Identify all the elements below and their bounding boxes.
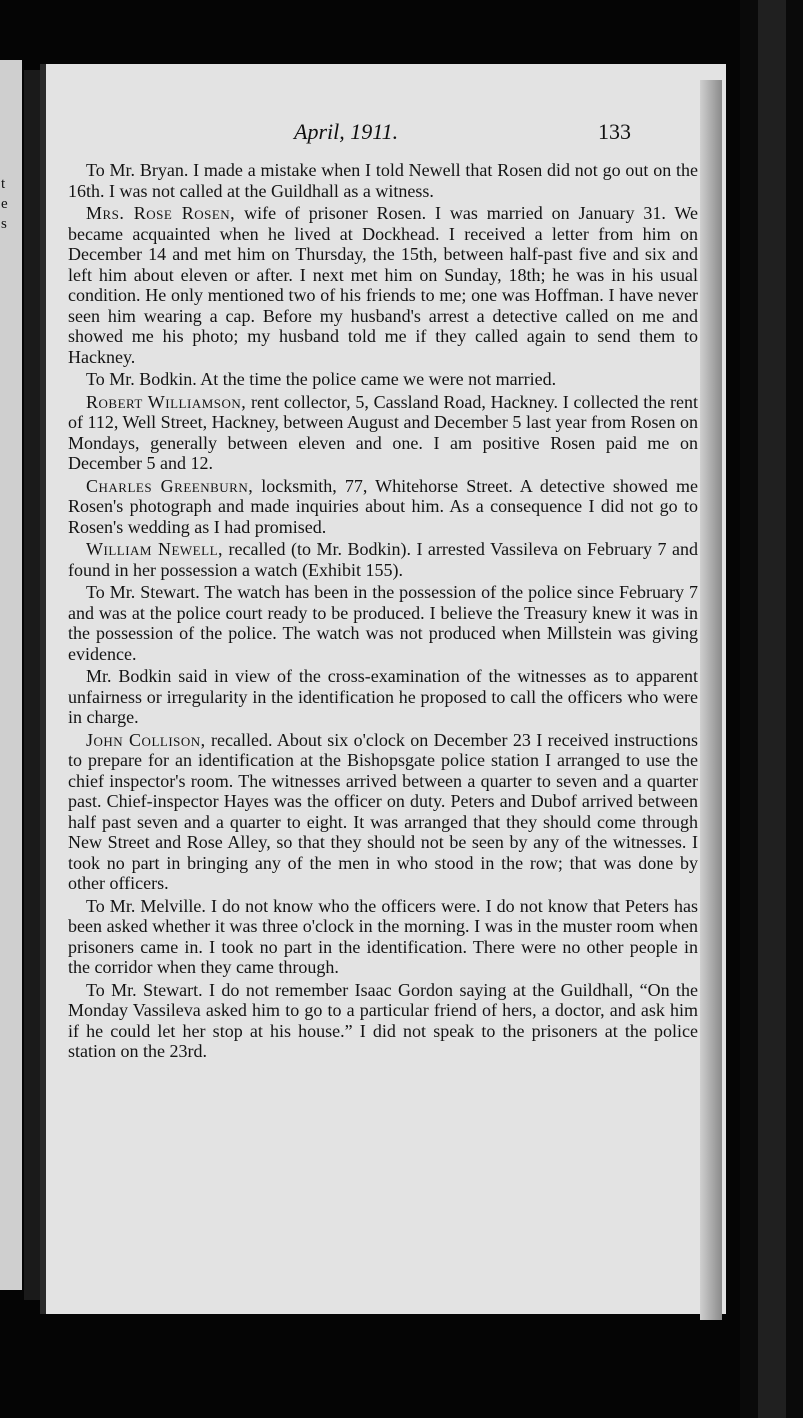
margin-char: e [1, 196, 8, 212]
running-head: April, 1911. [294, 119, 399, 144]
paragraph: John Collison, recalled. About six o'clock on December 23 I received instructions to prepare for an identification at the Bishopsgate police station I arranged to use the chief inspector's room. The witnesses arrived between a quarter to seven and a quarter past. Chief-inspector Hayes was the officer on duty. Peters and Dubof arrived between half past seven and a quarter to eight. It was arranged that they should come through New Street and Rose Alley, so that they should not be seen by any of the witnesses. I took no part in bringing any of the men in who stood in the row; that was done by other officers. [68, 729, 698, 893]
margin-char: t [1, 176, 6, 192]
paragraph: To Mr. Bodkin. At the time the police came we were not married. [86, 369, 557, 389]
witness-name: John Collison, [86, 729, 206, 750]
right-dark-edge [740, 0, 803, 1418]
witness-name: Mrs. Rose Rosen, [86, 203, 236, 223]
paragraph: To Mr. Melville. I do not know who the officers were. I do not know that Peters has been asked whether it was three o'clock in the morning. I was in the muster room when prisoners came in. I took no part in the identification. There were no other people in the corridor when they came through. [68, 895, 698, 977]
page-body [68, 160, 698, 1064]
witness-name: Robert Williamson, [86, 391, 247, 412]
paragraph: Mr. Bodkin said in view of the cross-examination of the witnesses as to apparent unfairness or irregularity in the identification he proposed to call the officers who were in charge. [68, 666, 698, 727]
page-header [46, 119, 732, 149]
paragraph: To Mr. Stewart. The watch has been in the possession of the police since February 7 and was at the police court ready to be produced. I believe the Treasury knew it was in the possession of the police. The watch was not produced when Millstein was giving evidence. [68, 582, 698, 664]
margin-char: s [1, 216, 7, 232]
page-number: 133 [598, 119, 631, 144]
paragraph: To Mr. Bryan. I made a mistake when I told Newell that Rosen did not go out on the 16th. I was not called at the Guildhall as a witness. [68, 160, 698, 201]
paragraph: Charles Greenburn, locksmith, 77, Whitehorse Street. A detective showed me Rosen's photograph and made inquiries about him. As a consequence I did not go to Rosen's wedding as I had promised. [68, 475, 698, 537]
page-edge-shadow [700, 80, 722, 1320]
book-page [40, 64, 726, 1314]
paragraph: William Newell, recalled (to Mr. Bodkin). I arrested Vassileva on February 7 and found in her possession a watch (Exhibit 155). [68, 539, 698, 580]
witness-name: William Newell, [86, 539, 224, 559]
paragraph: To Mr. Stewart. I do not remember Isaac Gordon saying at the Guildhall, “On the Monday Vassileva asked him to go to a particular friend of hers, a doctor, and ask him if he could let her stop at his house.” I did not speak to the prisoners at the police station on the 23rd. [68, 979, 698, 1061]
witness-name: Charles Greenburn, [86, 475, 254, 496]
left-facing-page [0, 60, 22, 1290]
paragraph: Mrs. Rose Rosen, wife of prisoner Rosen. I was married on January 31. We became acquainted when he lived at Dockhead. I received a letter from him on December 14 and met him on Thursday, the 15th, between half-past five and six and left him about eleven or after. I next met him on Sunday, 18th; he was in his usual condition. He only mentioned two of his friends to me; one was Hoffman. I have never seen him wearing a cap. Before my husband's arrest a detective called on me and showed me his photo; my husband told me if they called again to send them to Hackney. [68, 203, 698, 367]
right-edge-bar [758, 0, 786, 1418]
paragraph: Robert Williamson, rent collector, 5, Cassland Road, Hackney. I collected the rent of 112, Well Street, Hackney, between August and December 5 last year from Rosen on Mondays, generally between eleven and one. I am positive Rosen paid me on December 5 and 12. [68, 391, 698, 473]
book-spine-gutter [24, 70, 40, 1300]
